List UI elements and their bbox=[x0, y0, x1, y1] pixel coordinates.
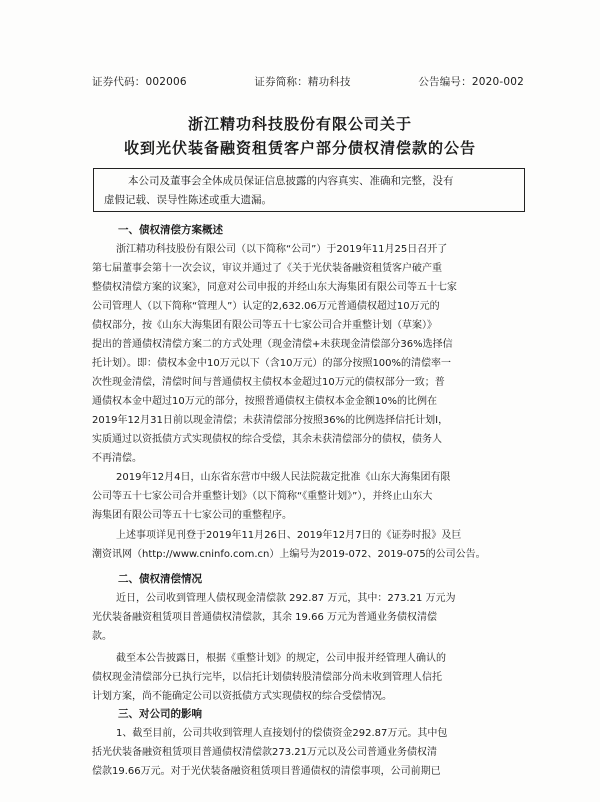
notice-line-1: 本公司及董事会全体成员保证信息披露的内容真实、准确和完整，没有 bbox=[128, 175, 454, 187]
text-line: 通债权本金中超过10万元的部分，按照普通债权主债权本金金额10%的比例在 bbox=[92, 396, 437, 407]
text-line: 公司管理人（以下简称“管理人”）认定的2,632.06万元普通债权超过10万元的 bbox=[92, 301, 440, 312]
text-line: 2019年12月4日，山东省东营市中级人民法院裁定批准《山东大海集团有限 bbox=[116, 472, 451, 483]
text-line: 次性现金清偿，清偿时间与普通债权主债权本金超过10万元的债权部分一致；普 bbox=[92, 377, 445, 388]
title-line-1: 浙江精功科技股份有限公司关于 bbox=[187, 115, 412, 133]
section-1-paragraph-1 bbox=[92, 240, 520, 468]
section-1-paragraph-3 bbox=[92, 526, 520, 564]
text-line: 潮资讯网（http://www.cninfo.com.cn）上编号为2019-072、2019-075的公司公告。 bbox=[92, 549, 486, 560]
section-3-heading: 三、对公司的影响 bbox=[118, 708, 202, 720]
text-line: 海集团有限公司等五十七家公司的重整程序。 bbox=[92, 510, 292, 521]
text-line: 截至本公告披露日，根据《重整计划》的规定，公司申报并经管理人确认的 bbox=[116, 653, 446, 664]
text-line: 偿款19.66万元。对于光伏装备融资租赁项目普通债权的清偿事项，公司前期已 bbox=[92, 766, 441, 777]
section-1-paragraph-2 bbox=[92, 468, 520, 525]
text-line: 近日，公司收到管理人债权现金清偿款 292.87 万元，其中：273.21 万元为 bbox=[116, 593, 456, 604]
text-line: 实质通过以资抵债方式实现债权的综合受偿，其余未获清偿部分的债权，债务人 bbox=[92, 434, 442, 445]
section-1-heading: 一、债权清偿方案概述 bbox=[118, 224, 223, 236]
disclosure-notice-box bbox=[93, 168, 525, 212]
stock-abbreviation: 证券简称：精功科技 bbox=[254, 76, 351, 88]
text-line: 整债权清偿方案的议案》，同意对公司申报的并经山东大海集团有限公司等五十七家 bbox=[92, 282, 457, 293]
title-line-2: 收到光伏装备融资租赁客户部分债权清偿款的公告 bbox=[123, 139, 476, 157]
announcement-number: 公告编号：2020-002 bbox=[418, 76, 524, 88]
text-line: 债权部分，按《山东大海集团有限公司等五十七家公司合并重整计划（草案）》 bbox=[92, 320, 437, 331]
text-line: 债权现金清偿部分已执行完毕，以信托计划债转股清偿部分尚未收到管理人信托 bbox=[92, 672, 442, 683]
text-line: 光伏装备融资租赁项目普通债权清偿款，其余 19.66 万元为普通业务债权清偿 bbox=[92, 612, 437, 623]
text-line: 第七届董事会第十一次会议，审议并通过了《关于光伏装备融资租赁客户破产重 bbox=[92, 263, 442, 274]
text-line: 1、截至目前，公司共收到管理人直接划付的偿债资金292.87万元。其中包 bbox=[116, 728, 448, 739]
text-line: 上述事项详见刊登于2019年11月26日、2019年12月7日的《证券时报》及巨 bbox=[116, 530, 462, 541]
text-line: 浙江精功科技股份有限公司（以下简称“公司”）于2019年11月25日召开了 bbox=[116, 244, 448, 255]
text-line: 不再清偿。 bbox=[92, 453, 142, 464]
section-2-heading: 二、债权清偿情况 bbox=[118, 573, 202, 585]
document-header bbox=[92, 74, 524, 89]
section-3-paragraph-1 bbox=[92, 724, 520, 781]
text-line: 提出的普通债权清偿方案二的方式处理（现金清偿+未获现金清偿部分36%选择信 bbox=[92, 339, 453, 350]
text-line: 公司等五十七家公司合并重整计划》（以下简称“《重整计划》”），并终止山东大 bbox=[92, 491, 433, 502]
text-line: 计划方案，尚不能确定公司以资抵债方式实现债权的综合受偿情况。 bbox=[92, 691, 392, 702]
section-2-paragraph-2 bbox=[92, 649, 520, 706]
text-line: 托计划）。即：债权本金中10万元以下（含10万元）的部分按照100%的清偿率一 bbox=[92, 358, 452, 369]
notice-line-2: 虚假记载、误导性陈述或重大遗漏。 bbox=[104, 194, 272, 206]
text-line: 括光伏装备融资租赁项目普通债权清偿款273.21万元以及公司普通业务债权清 bbox=[92, 747, 437, 758]
text-line: 2019年12月31日前以现金清偿；未获清偿部分按照36%的比例选择信托计划Ⅰ， bbox=[92, 415, 449, 426]
stock-code: 证券代码：002006 bbox=[92, 76, 187, 88]
section-2-paragraph-1 bbox=[92, 589, 520, 646]
text-line: 款。 bbox=[92, 631, 112, 642]
